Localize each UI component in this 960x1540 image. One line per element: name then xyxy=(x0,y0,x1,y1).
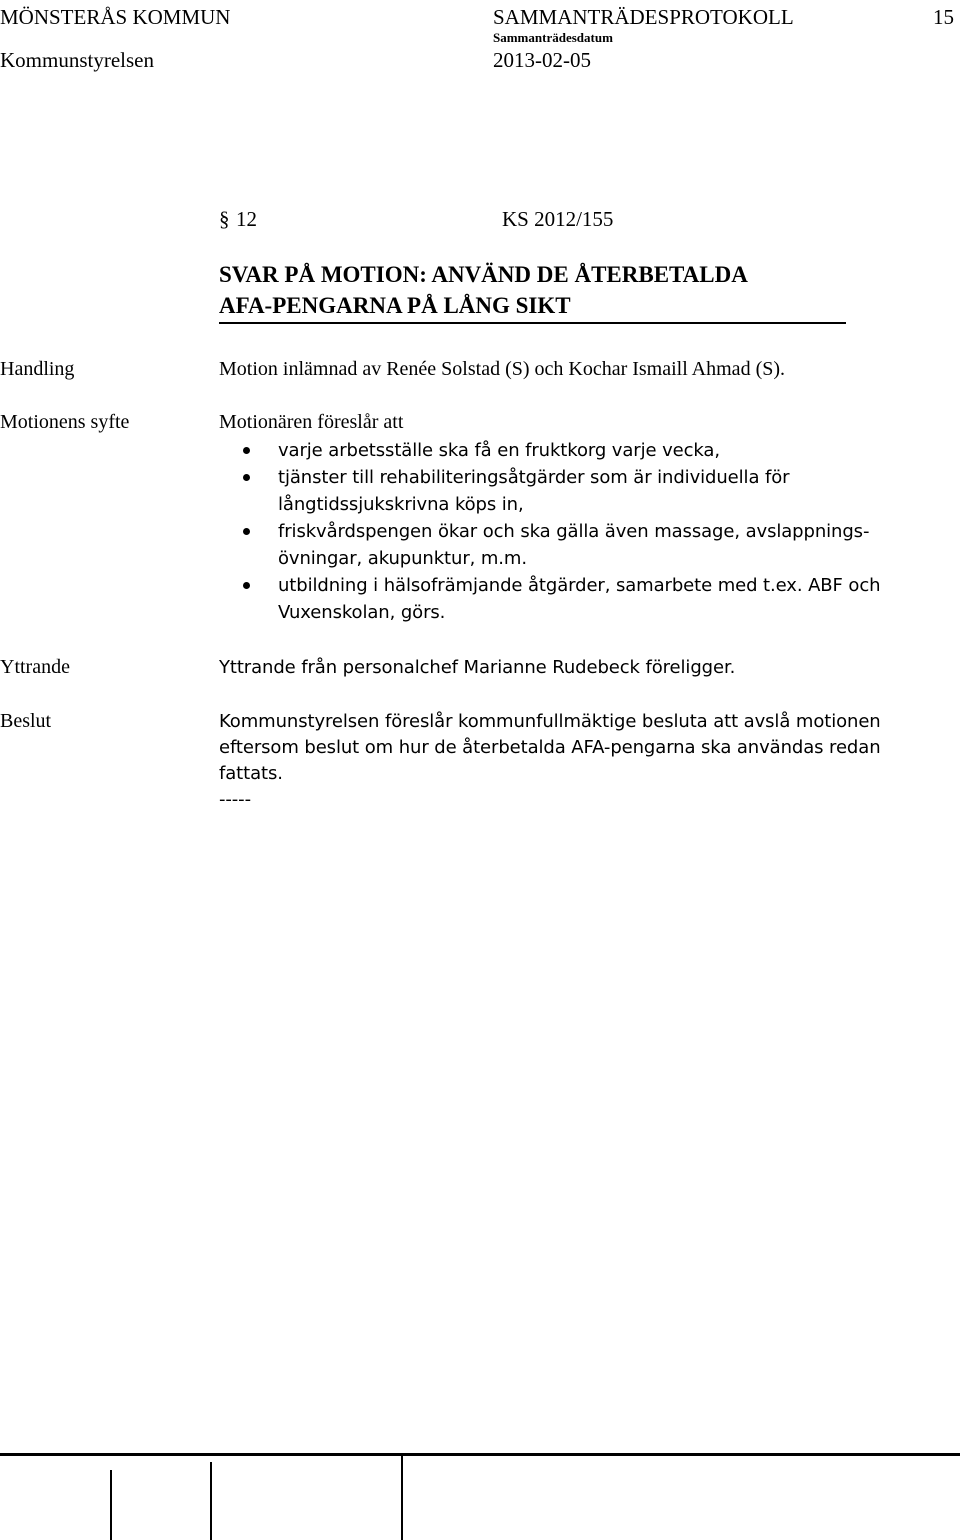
municipality-name: MÖNSTERÅS KOMMUN xyxy=(0,5,231,29)
beslut-text-line: Kommunstyrelsen föreslår kommunfullmäktige besluta att avslå motionen xyxy=(219,711,881,732)
bullet-marker xyxy=(243,582,250,589)
committee-name: Kommunstyrelsen xyxy=(0,48,154,72)
beslut-text-line: eftersom beslut om hur de återbetalda AFA-pengarna ska användas redan xyxy=(219,737,881,758)
signature-divider xyxy=(110,1470,112,1540)
date-label: Sammanträdesdatum xyxy=(493,30,613,45)
section-symbol: § xyxy=(219,207,230,231)
title-underline xyxy=(219,322,846,324)
section-title-line2: AFA-PENGARNA PÅ LÅNG SIKT xyxy=(219,293,571,318)
bullet-text: utbildning i hälsofrämjande åtgärder, samarbete med t.ex. ABF och xyxy=(278,575,881,596)
yttrande-label: Yttrande xyxy=(0,656,70,678)
section-number: 12 xyxy=(236,207,257,231)
footer-rule xyxy=(0,1453,960,1456)
bullet-text-continued: långtidssjukskrivna köps in, xyxy=(278,494,524,515)
bullet-text-continued: övningar, akupunktur, m.m. xyxy=(278,548,527,569)
section-title-line1: SVAR PÅ MOTION: ANVÄND DE ÅTERBETALDA xyxy=(219,262,748,287)
bullet-marker xyxy=(243,474,250,481)
protocol-title: SAMMANTRÄDESPROTOKOLL xyxy=(493,5,794,29)
case-number: KS 2012/155 xyxy=(502,207,614,231)
page-number: 15 xyxy=(933,5,954,29)
syfte-intro: Motionären föreslår att xyxy=(219,411,404,433)
syfte-label: Motionens syfte xyxy=(0,411,130,433)
meeting-date: 2013-02-05 xyxy=(493,48,591,72)
end-mark: ----- xyxy=(219,789,251,810)
bullet-text: varje arbetsställe ska få en fruktkorg varje vecka, xyxy=(278,440,720,461)
bullet-marker xyxy=(243,447,250,454)
bullet-text: friskvårdspengen ökar och ska gälla även massage, avslappnings- xyxy=(278,521,870,542)
beslut-label: Beslut xyxy=(0,710,52,732)
signature-divider xyxy=(210,1462,212,1540)
bullet-text: tjänster till rehabiliteringsåtgärder som är individuella för xyxy=(278,467,790,488)
handling-text: Motion inlämnad av Renée Solstad (S) och Kochar Ismaill Ahmad (S). xyxy=(219,358,786,380)
bullet-text-continued: Vuxenskolan, görs. xyxy=(278,602,446,623)
bullet-marker xyxy=(243,528,250,535)
signature-divider xyxy=(401,1456,403,1540)
yttrande-text: Yttrande från personalchef Marianne Rudebeck föreligger. xyxy=(219,657,736,678)
handling-label: Handling xyxy=(0,358,75,380)
beslut-text-line: fattats. xyxy=(219,763,283,784)
